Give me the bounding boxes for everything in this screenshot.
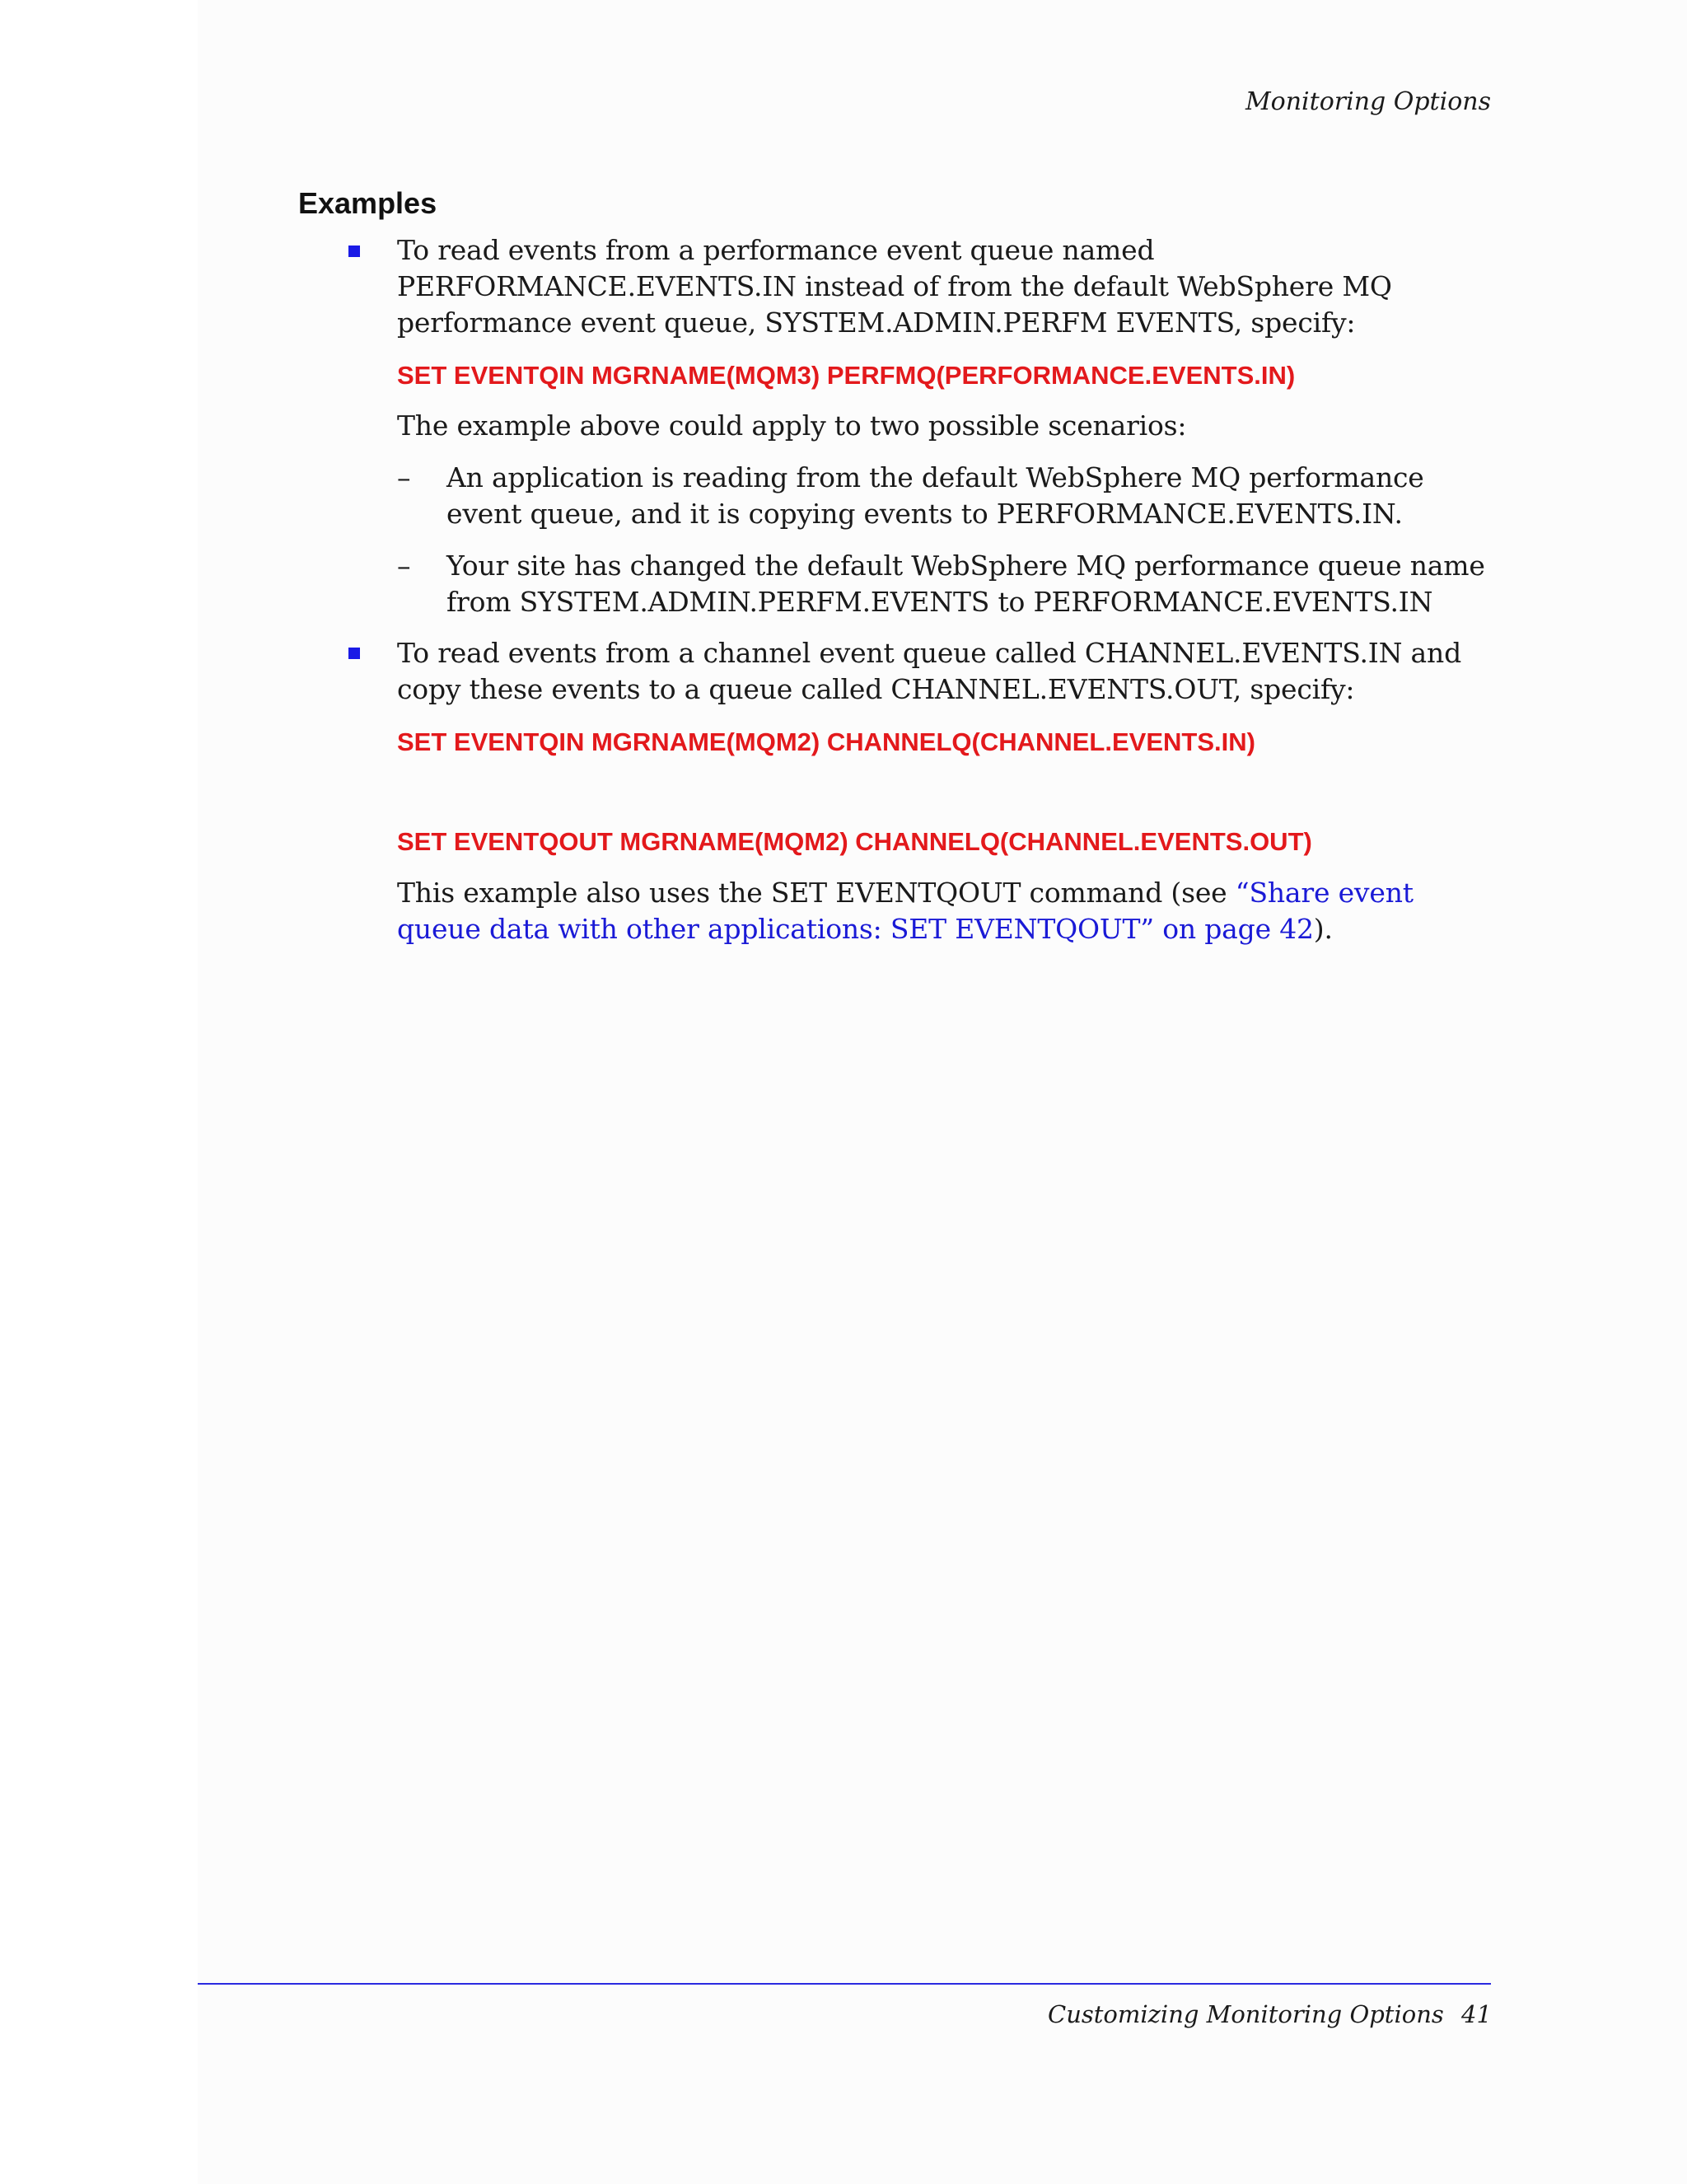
- example2-note: [397, 875, 1493, 947]
- bullet-square-icon: [348, 648, 360, 659]
- footer-chapter-title: Customizing Monitoring Options: [1048, 2000, 1444, 2028]
- note-text-before: This example also uses the SET EVENTQOUT command (see: [397, 877, 1236, 909]
- scenarios-intro: The example above could apply to two possible scenarios:: [397, 409, 1187, 442]
- example2-intro: To read events from a channel event queue called CHANNEL.EVENTS.IN and copy these events to a queue called CHANNEL.EVENTS.OUT, specify:: [397, 637, 1461, 705]
- example2-command-out: SET EVENTQOUT MGRNAME(MQM2) CHANNELQ(CHANNEL.EVENTS.OUT): [397, 827, 1312, 856]
- scenario-item: Your site has changed the default WebSphere MQ performance queue name from SYSTEM.ADMIN.PERFM.EVENTS to PERFORMANCE.EVENTS.IN: [446, 550, 1485, 618]
- example1-command: SET EVENTQIN MGRNAME(MQM3) PERFMQ(PERFORMANCE.EVENTS.IN): [397, 361, 1296, 390]
- section-heading: Examples: [298, 186, 437, 220]
- page-number: 41: [1461, 2000, 1492, 2028]
- scenario-item: An application is reading from the default WebSphere MQ performance event queue, and it is copying events to PERFORMANCE.EVENTS.IN.: [446, 461, 1424, 530]
- scenario-dash: –: [397, 550, 411, 582]
- running-header: Monitoring Options: [1245, 87, 1491, 116]
- example2-command-in: SET EVENTQIN MGRNAME(MQM2) CHANNELQ(CHANNEL.EVENTS.IN): [397, 727, 1255, 756]
- bullet-square-icon: [348, 246, 360, 257]
- cross-reference-link[interactable]: “Share event queue data with other applications: SET EVENTQOUT” on page 42: [397, 877, 1414, 945]
- note-text-after: ).: [1313, 913, 1333, 945]
- scenario-dash: –: [397, 461, 411, 493]
- footer-rule: [198, 1983, 1491, 1985]
- example1-intro: To read events from a performance event queue named PERFORMANCE.EVENTS.IN instead of from the default WebSphere MQ performance event queue, SYSTEM.ADMIN.PERFM EVENTS, specify:: [397, 234, 1392, 339]
